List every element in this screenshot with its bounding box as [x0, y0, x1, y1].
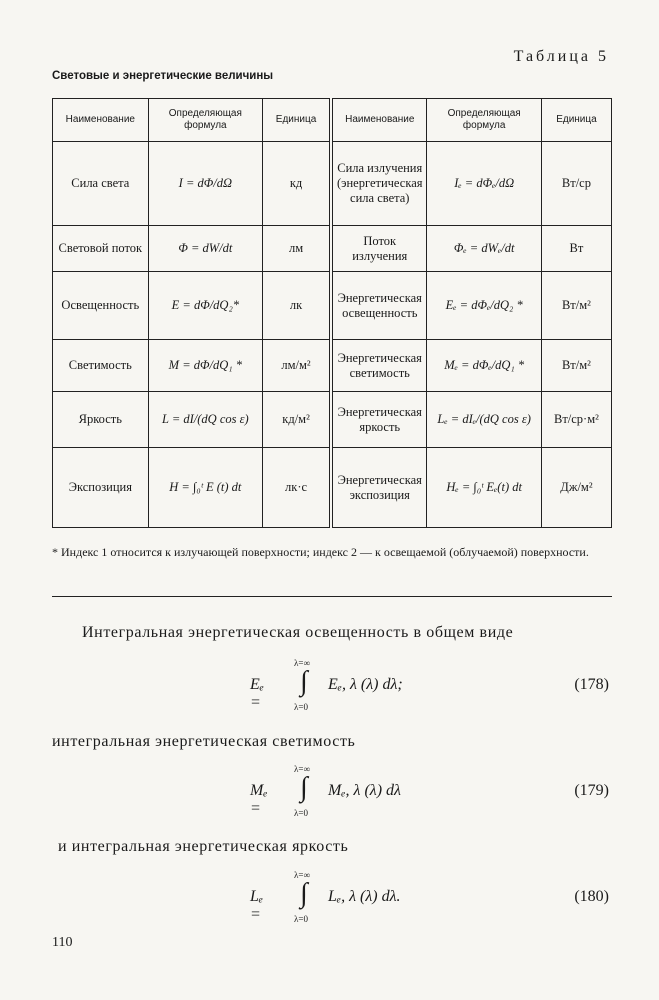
upper-limit: λ=∞ [294, 658, 310, 668]
table-cell: Φₑ = dWₑ/dt [427, 226, 541, 272]
col-header: Единица [541, 99, 611, 142]
table-cell: Яркость [53, 392, 149, 448]
integral-sign: ∫ [300, 772, 308, 803]
upper-limit: λ=∞ [294, 870, 310, 880]
table-row [53, 272, 612, 340]
section-divider [52, 596, 612, 597]
table-cell: Энергетическая освещенность [331, 272, 427, 340]
table-cell: H = ∫₀ᵗ E (t) dt [148, 448, 262, 528]
quantities-table [52, 98, 612, 528]
table-cell: Сила света [53, 142, 149, 226]
table-cell: Энергетическая яркость [331, 392, 427, 448]
table-cell: Экспозиция [53, 448, 149, 528]
equation-lhs: Mₑ = [250, 782, 268, 817]
table-row [53, 448, 612, 528]
page-number: 110 [52, 935, 73, 950]
equation-integrand: Lₑ, λ (λ) dλ. [328, 888, 401, 905]
lower-limit: λ=0 [294, 808, 308, 818]
table-cell: Сила излучения (энергетическая сила света) [331, 142, 427, 226]
table-cell: Вт/м² [541, 340, 611, 392]
table-cell: Lₑ = dIₑ/(dQ cos ε) [427, 392, 541, 448]
table-cell: Mₑ = dΦₑ/dQ₁ * [427, 340, 541, 392]
table-cell: Поток излучения [331, 226, 427, 272]
table-footnote: * Индекс 1 относится к излучающей поверхности; индекс 2 — к освещаемой (облучаемой) поверхности. [52, 545, 589, 559]
table-cell: лм/м² [263, 340, 331, 392]
paragraph-3: и интегральная энергетическая яркость [58, 838, 349, 855]
table-cell: лк·с [263, 448, 331, 528]
table-cell: E = dΦ/dQ₂* [148, 272, 262, 340]
table-cell: Энергетическая экспозиция [331, 448, 427, 528]
table-cell: Вт/ср [541, 142, 611, 226]
equation-number: (180) [574, 888, 609, 905]
table-header-row [53, 99, 612, 142]
table-cell: Световой поток [53, 226, 149, 272]
equation-number: (178) [574, 676, 609, 693]
table-cell: лк [263, 272, 331, 340]
equation-lhs: Lₑ = [250, 888, 264, 923]
table-cell: Hₑ = ∫₀ᵗ Eₑ(t) dt [427, 448, 541, 528]
table-row [53, 340, 612, 392]
integral-sign: ∫ [300, 878, 308, 909]
upper-limit: λ=∞ [294, 764, 310, 774]
table-cell: L = dI/(dQ cos ε) [148, 392, 262, 448]
equation-lhs: Eₑ = [250, 676, 264, 711]
table-title: Световые и энергетические величины [52, 70, 274, 82]
equation-integrand: Mₑ, λ (λ) dλ [328, 782, 401, 799]
lower-limit: λ=0 [294, 914, 308, 924]
lower-limit: λ=0 [294, 702, 308, 712]
table-cell: Eₑ = dΦₑ/dQ₂ * [427, 272, 541, 340]
paragraph-1: Интегральная энергетическая освещенность в общем виде [82, 624, 514, 641]
table-cell: Энергетическая светимость [331, 340, 427, 392]
col-header: Единица [263, 99, 331, 142]
table-cell: Iₑ = dΦₑ/dΩ [427, 142, 541, 226]
table-cell: кд [263, 142, 331, 226]
table-cell: Дж/м² [541, 448, 611, 528]
equation-number: (179) [574, 782, 609, 799]
col-header: Наименование [53, 99, 149, 142]
table-row [53, 142, 612, 226]
table-row [53, 392, 612, 448]
equation-integrand: Eₑ, λ (λ) dλ; [328, 676, 403, 693]
table-cell: Вт [541, 226, 611, 272]
table-row [53, 226, 612, 272]
table-cell: кд/м² [263, 392, 331, 448]
table-cell: Вт/м² [541, 272, 611, 340]
table-number: Таблица 5 [513, 48, 609, 65]
table-cell: Освещенность [53, 272, 149, 340]
col-header: Наименование [331, 99, 427, 142]
table-cell: M = dΦ/dQ₁ * [148, 340, 262, 392]
table-cell: Φ = dW/dt [148, 226, 262, 272]
paragraph-2: интегральная энергетическая светимость [52, 733, 356, 750]
col-header: Определяющая формула [427, 99, 541, 142]
table-cell: Вт/ср·м² [541, 392, 611, 448]
table-cell: Светимость [53, 340, 149, 392]
col-header: Определяющая формула [148, 99, 262, 142]
integral-sign: ∫ [300, 666, 308, 697]
table-cell: I = dΦ/dΩ [148, 142, 262, 226]
table-cell: лм [263, 226, 331, 272]
